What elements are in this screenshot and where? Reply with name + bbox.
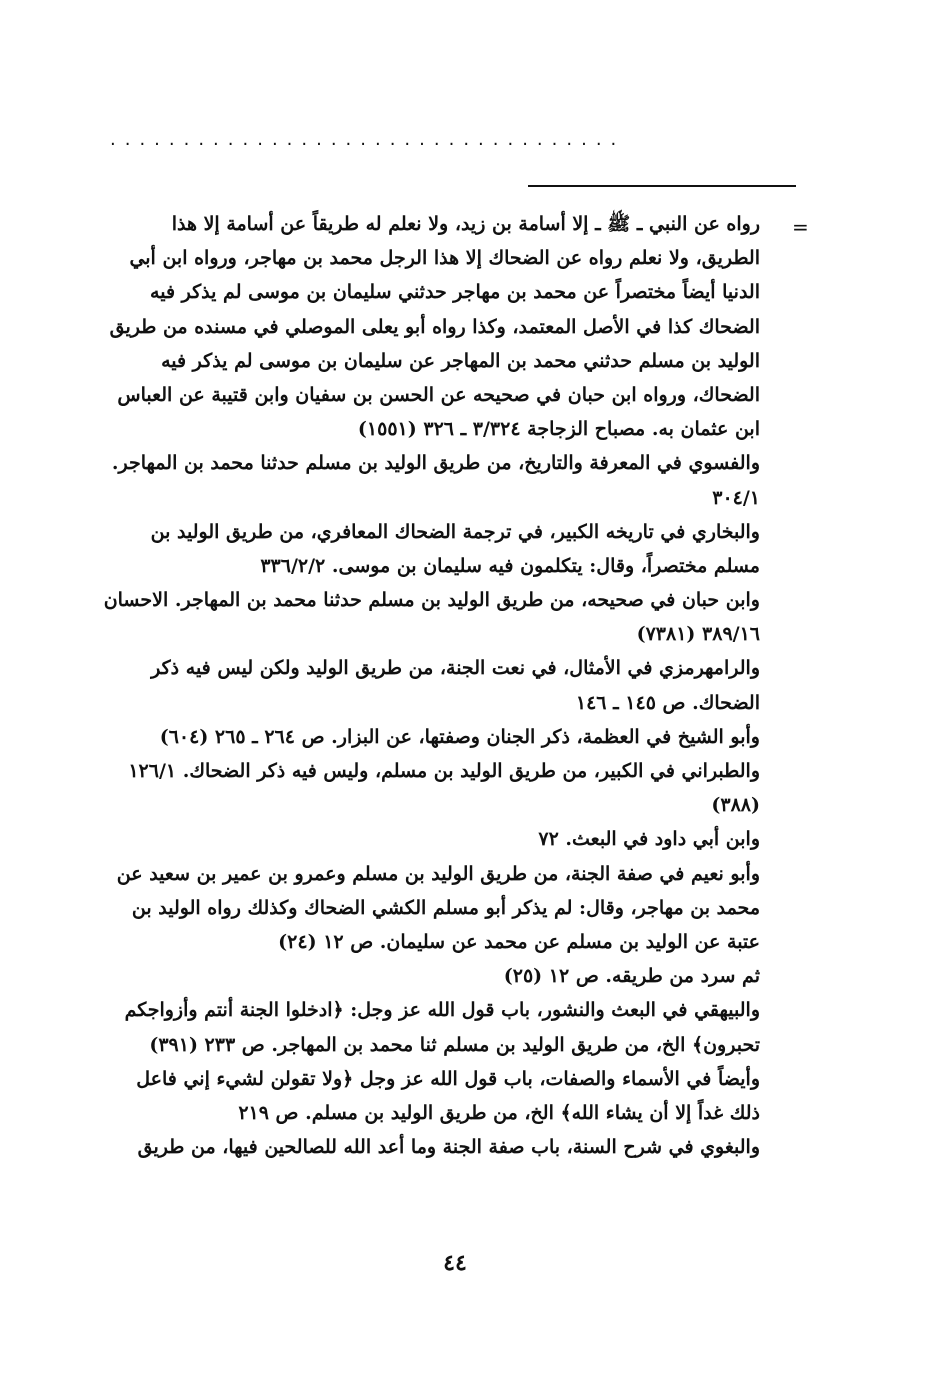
separator-dots: ...................................	[110, 129, 626, 150]
footnote-line: ثم سرد من طريقه. ص ١٢ (٢٥)	[503, 965, 760, 988]
footnote-line: الدنيا أيضاً مختصراً عن محمد بن مهاجر حدثني سليمان بن موسى لم يذكر فيه	[150, 281, 760, 304]
footnote-line: الضحاك، ورواه ابن حبان في صحيحه عن الحسن بن سفيان وابن قتيبة عن العباس	[117, 383, 760, 406]
footnote-line: والفسوي في المعرفة والتاريخ، من طريق الوليد بن مسلم حدثنا محمد بن المهاجر.	[111, 452, 760, 475]
footnote-line: محمد بن مهاجر، وقال: لم يذكر أبو مسلم الكشي الضحاك وكذلك رواه الوليد بن	[131, 896, 760, 919]
footnote-line: والرامهرمزي في الأمثال، في نعت الجنة، من طريق الوليد ولكن ليس فيه ذكر	[151, 657, 760, 680]
footnote-line: رواه عن النبي ـ ﷺ ـ إلا أسامة بن زيد، ولا نعلم له طريقاً عن أسامة إلا هذا	[171, 213, 760, 235]
page-number: ٤٤	[443, 1250, 467, 1276]
continuation-mark: =	[792, 215, 809, 239]
footnote-line: (٣٨٨)	[711, 794, 760, 817]
footnote-line: الضحاك كذا في الأصل المعتمد، وكذا رواه أبو يعلى الموصلي في مسنده من طريق	[109, 315, 760, 338]
footnote-text	[100, 207, 760, 1164]
footnote-line: وابن حبان في صحيحه، من طريق الوليد بن مسلم حدثنا محمد بن المهاجر. الاحسان	[103, 589, 760, 612]
footnote-rule	[528, 185, 796, 187]
footnote-line: وأبو نعيم في صفة الجنة، من طريق الوليد بن مسلم وعمرو بن عمير بن سعيد عن	[116, 862, 760, 885]
footnote-line: وأيضاً في الأسماء والصفات، باب قول الله عز وجل ﴿ولا تقولن لشيء إني فاعل	[136, 1067, 760, 1090]
footnote-line: والبغوي في شرح السنة، باب صفة الجنة وما أعد الله للصالحين فيها، من طريق	[137, 1136, 760, 1159]
footnote-line: وأبو الشيخ في العظمة، ذكر الجنان وصفتها، عن البزار. ص ٢٦٤ ـ ٢٦٥ (٦٠٤)	[159, 725, 760, 748]
footnote-line: ٣٠٤/١	[712, 486, 760, 509]
footnote-line: وابن أبي داود في البعث. ٧٢	[538, 828, 760, 851]
footnote-line: ٣٨٩/١٦ (٧٣٨١)	[636, 623, 760, 646]
footnote-line: الطريق، ولا نعلم رواه عن الضحاك إلا هذا الرجل محمد بن مهاجر، ورواه ابن أبي	[129, 247, 760, 270]
footnote-line: عتبة عن الوليد بن مسلم عن محمد عن سليمان. ص ١٢ (٢٤)	[278, 930, 760, 953]
footnote-line: تحبرون﴾ الخ، من طريق الوليد بن مسلم ثنا محمد بن المهاجر. ص ٢٣٣ (٣٩١)	[149, 1033, 760, 1056]
footnote-line: ابن عثمان به. مصباح الزجاجة ٣/٣٢٤ ـ ٣٢٦ (١٥٥١)	[357, 418, 760, 441]
footnote-line: والبيهقي في البعث والنشور، باب قول الله عز وجل: ﴿ادخلوا الجنة أنتم وأزواجكم	[124, 999, 760, 1022]
footnote-line: والبخاري في تاريخه الكبير، في ترجمة الضحاك المعافري، من طريق الوليد بن	[150, 520, 760, 543]
footnote-line: الوليد بن مسلم حدثني محمد بن المهاجر عن سليمان بن موسى لم يذكر فيه	[161, 349, 760, 372]
footnote-line: ذلك غداً إلا أن يشاء الله﴾ الخ، من طريق الوليد بن مسلم. ص ٢١٩	[238, 1101, 760, 1124]
footnote-line: الضحاك. ص ١٤٥ ـ ١٤٦	[575, 691, 760, 714]
footnote-line: والطبراني في الكبير، من طريق الوليد بن مسلم، وليس فيه ذكر الضحاك. ١٢٦/١	[128, 760, 760, 782]
footnote-line: مسلم مختصراً، وقال: يتكلمون فيه سليمان بن موسى. ٣٣٦/٢/٢	[260, 554, 760, 577]
